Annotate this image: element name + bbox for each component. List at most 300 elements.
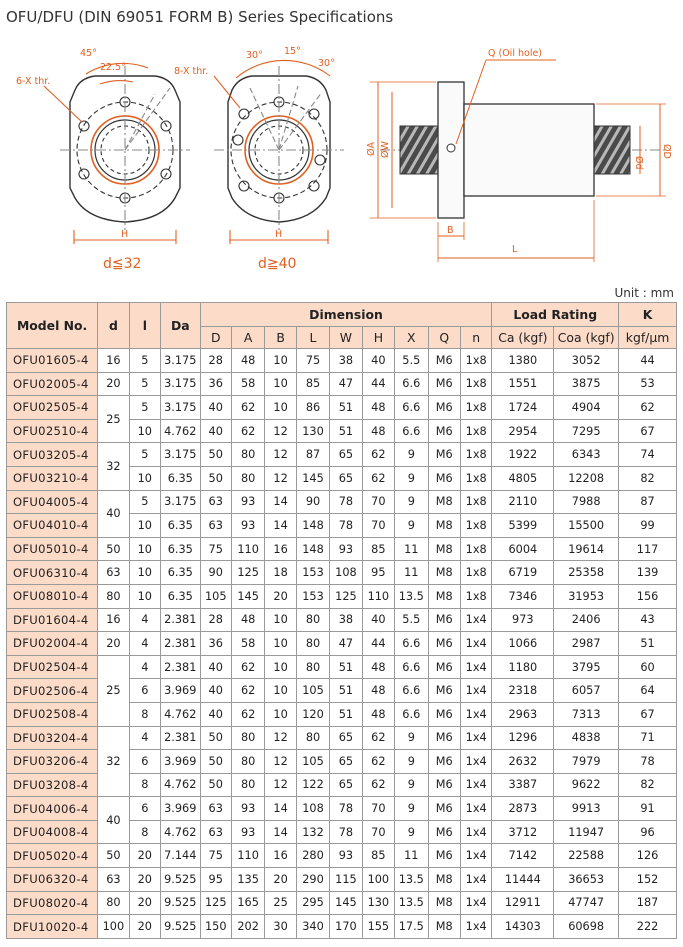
cell-h: 100 [362, 868, 394, 892]
cell-n: 1x4 [460, 915, 492, 939]
cell-n: 1x4 [460, 844, 492, 868]
cell-da: 3.175 [161, 443, 201, 467]
cell-x: 6.6 [395, 655, 428, 679]
cell-n: 1x8 [460, 466, 492, 490]
cell-l: 5 [129, 372, 160, 396]
cell-q: M6 [428, 632, 460, 656]
cell-l: 105 [296, 750, 329, 774]
cell-h: 48 [362, 702, 394, 726]
cell-b: 10 [265, 372, 296, 396]
cell-d: 50 [200, 750, 231, 774]
table-row [7, 868, 677, 892]
table-row [7, 608, 677, 632]
cell-k: 99 [619, 514, 677, 538]
cell-model: OFU03205-4 [7, 443, 98, 467]
cell-l: 4 [129, 655, 160, 679]
cell-l: 80 [296, 655, 329, 679]
middle-caption: d≧40 [258, 256, 297, 272]
cell-w: 65 [330, 750, 362, 774]
flange-front-view-8hole [214, 60, 344, 244]
cell-coa: 36653 [554, 868, 619, 892]
cell-coa: 7295 [554, 419, 619, 443]
cell-ca: 1180 [492, 655, 554, 679]
col-dim-D: D [200, 327, 231, 349]
table-row [7, 443, 677, 467]
cell-l: 4 [129, 632, 160, 656]
cell-l: 120 [296, 702, 329, 726]
table-row [7, 655, 677, 679]
cell-coa: 6057 [554, 679, 619, 703]
cell-coa: 2406 [554, 608, 619, 632]
cell-q: M6 [428, 750, 460, 774]
cell-coa: 9913 [554, 797, 619, 821]
cell-l: 10 [129, 466, 160, 490]
cell-coa: 4904 [554, 396, 619, 420]
table-row [7, 490, 677, 514]
left-angle-inner: 22.5° [100, 62, 126, 73]
cell-n: 1x4 [460, 773, 492, 797]
cell-coa: 2987 [554, 632, 619, 656]
cell-ca: 1724 [492, 396, 554, 420]
cell-x: 17.5 [395, 915, 428, 939]
table-row [7, 396, 677, 420]
cell-l: 6 [129, 679, 160, 703]
cell-a: 93 [231, 490, 264, 514]
cell-h: 48 [362, 679, 394, 703]
cell-a: 93 [231, 820, 264, 844]
cell-l: 85 [296, 372, 329, 396]
cell-ca: 2318 [492, 679, 554, 703]
cell-n: 1x8 [460, 584, 492, 608]
cell-d: 40 [98, 490, 129, 537]
cell-model: DFU10020-4 [7, 915, 98, 939]
cell-a: 58 [231, 632, 264, 656]
cell-l: 87 [296, 443, 329, 467]
cell-d: 36 [200, 632, 231, 656]
cell-b: 12 [265, 773, 296, 797]
cell-b: 10 [265, 396, 296, 420]
cell-a: 202 [231, 915, 264, 939]
cell-q: M8 [428, 915, 460, 939]
cell-l: 132 [296, 820, 329, 844]
col-d: d [98, 303, 129, 349]
cell-x: 9 [395, 443, 428, 467]
cell-coa: 22588 [554, 844, 619, 868]
cell-w: 65 [330, 443, 362, 467]
cell-b: 12 [265, 419, 296, 443]
cell-x: 11 [395, 561, 428, 585]
cell-h: 48 [362, 655, 394, 679]
cell-x: 5.5 [395, 608, 428, 632]
cell-model: DFU02004-4 [7, 632, 98, 656]
col-l: l [129, 303, 160, 349]
cell-b: 25 [265, 891, 296, 915]
cell-h: 110 [362, 584, 394, 608]
cell-q: M6 [428, 349, 460, 373]
cell-b: 12 [265, 443, 296, 467]
cell-n: 1x4 [460, 820, 492, 844]
cell-b: 16 [265, 537, 296, 561]
cell-d: 36 [200, 372, 231, 396]
cell-w: 108 [330, 561, 362, 585]
cell-da: 3.969 [161, 797, 201, 821]
spec-table [6, 302, 677, 939]
cell-d: 28 [200, 608, 231, 632]
middle-thread-label: 8-X thr. [174, 66, 209, 77]
cell-d: 50 [200, 726, 231, 750]
cell-b: 20 [265, 868, 296, 892]
cell-q: M8 [428, 537, 460, 561]
cell-model: DFU02508-4 [7, 702, 98, 726]
cell-l: 10 [129, 419, 160, 443]
cell-q: M6 [428, 466, 460, 490]
cell-a: 80 [231, 750, 264, 774]
cell-a: 80 [231, 466, 264, 490]
cell-n: 1x4 [460, 655, 492, 679]
cell-coa: 4838 [554, 726, 619, 750]
cell-l: 295 [296, 891, 329, 915]
cell-da: 3.175 [161, 490, 201, 514]
cell-da: 2.381 [161, 655, 201, 679]
cell-n: 1x4 [460, 891, 492, 915]
cell-model: DFU04008-4 [7, 820, 98, 844]
col-k: K [619, 303, 677, 327]
cell-w: 78 [330, 820, 362, 844]
cell-n: 1x4 [460, 608, 492, 632]
cell-q: M8 [428, 868, 460, 892]
cell-l: 20 [129, 915, 160, 939]
cell-w: 51 [330, 679, 362, 703]
cell-coa: 7979 [554, 750, 619, 774]
cell-model: OFU02510-4 [7, 419, 98, 443]
cell-a: 80 [231, 773, 264, 797]
cell-model: DFU02506-4 [7, 679, 98, 703]
cell-a: 48 [231, 608, 264, 632]
side-label-l: L [512, 244, 518, 255]
cell-n: 1x8 [460, 443, 492, 467]
cell-l: 153 [296, 584, 329, 608]
cell-b: 14 [265, 820, 296, 844]
table-row [7, 632, 677, 656]
cell-w: 65 [330, 466, 362, 490]
cell-l: 10 [129, 561, 160, 585]
cell-da: 6.35 [161, 584, 201, 608]
cell-w: 145 [330, 891, 362, 915]
cell-l: 148 [296, 537, 329, 561]
cell-w: 47 [330, 632, 362, 656]
cell-d: 32 [98, 726, 129, 797]
cell-h: 48 [362, 396, 394, 420]
cell-a: 62 [231, 702, 264, 726]
cell-d: 50 [200, 773, 231, 797]
cell-d: 125 [200, 891, 231, 915]
left-thread-label: 6-X thr. [16, 76, 51, 87]
col-dim-H: H [362, 327, 394, 349]
cell-h: 40 [362, 349, 394, 373]
cell-q: M8 [428, 514, 460, 538]
cell-x: 5.5 [395, 349, 428, 373]
cell-ca: 2110 [492, 490, 554, 514]
cell-h: 62 [362, 773, 394, 797]
cell-b: 18 [265, 561, 296, 585]
table-row [7, 797, 677, 821]
cell-d: 40 [200, 679, 231, 703]
cell-model: OFU02005-4 [7, 372, 98, 396]
cell-d: 40 [98, 797, 129, 844]
cell-a: 58 [231, 372, 264, 396]
cell-x: 13.5 [395, 868, 428, 892]
cell-da: 6.35 [161, 514, 201, 538]
cell-da: 6.35 [161, 466, 201, 490]
cell-a: 135 [231, 868, 264, 892]
cell-q: M6 [428, 702, 460, 726]
cell-k: 152 [619, 868, 677, 892]
cell-a: 62 [231, 419, 264, 443]
cell-da: 9.525 [161, 891, 201, 915]
cell-d: 63 [200, 820, 231, 844]
cell-k: 53 [619, 372, 677, 396]
cell-d: 63 [200, 797, 231, 821]
cell-x: 6.6 [395, 679, 428, 703]
cell-b: 10 [265, 608, 296, 632]
cell-h: 70 [362, 797, 394, 821]
cell-k: 156 [619, 584, 677, 608]
cell-h: 62 [362, 750, 394, 774]
cell-l: 75 [296, 349, 329, 373]
cell-coa: 15500 [554, 514, 619, 538]
col-group-dimension: Dimension [200, 303, 492, 327]
cell-l: 4 [129, 726, 160, 750]
cell-da: 9.525 [161, 915, 201, 939]
cell-n: 1x4 [460, 679, 492, 703]
cell-a: 110 [231, 844, 264, 868]
cell-b: 10 [265, 655, 296, 679]
cell-w: 38 [330, 608, 362, 632]
cell-coa: 31953 [554, 584, 619, 608]
cell-x: 9 [395, 750, 428, 774]
col-coa: Coa (kgf) [554, 327, 619, 349]
cell-ca: 5399 [492, 514, 554, 538]
cell-ca: 12911 [492, 891, 554, 915]
col-model: Model No. [7, 303, 98, 349]
cell-a: 93 [231, 797, 264, 821]
cell-d: 63 [200, 514, 231, 538]
cell-a: 165 [231, 891, 264, 915]
cell-x: 9 [395, 820, 428, 844]
cell-ca: 14303 [492, 915, 554, 939]
middle-angle-c: 30° [318, 58, 335, 69]
cell-l: 10 [129, 584, 160, 608]
cell-d: 20 [98, 632, 129, 656]
cell-b: 10 [265, 679, 296, 703]
col-k-unit: kgf/μm [619, 327, 677, 349]
cell-k: 71 [619, 726, 677, 750]
cell-a: 62 [231, 655, 264, 679]
cell-k: 67 [619, 702, 677, 726]
cell-b: 20 [265, 584, 296, 608]
cell-l: 10 [129, 514, 160, 538]
cell-q: M6 [428, 797, 460, 821]
cell-a: 145 [231, 584, 264, 608]
cell-da: 3.969 [161, 679, 201, 703]
cell-q: M6 [428, 844, 460, 868]
cell-da: 4.762 [161, 820, 201, 844]
page-title: OFU/DFU (DIN 69051 FORM B) Series Specifications [6, 8, 394, 26]
col-dim-X: X [395, 327, 428, 349]
cell-d: 90 [200, 561, 231, 585]
side-label-w: ØW [380, 141, 391, 158]
cell-q: M6 [428, 396, 460, 420]
cell-k: 43 [619, 608, 677, 632]
cell-d: 40 [200, 396, 231, 420]
cell-a: 125 [231, 561, 264, 585]
cell-d: 16 [98, 608, 129, 632]
left-caption: d≦32 [103, 256, 142, 272]
col-dim-B: B [265, 327, 296, 349]
cell-k: 187 [619, 891, 677, 915]
cell-k: 51 [619, 632, 677, 656]
cell-h: 70 [362, 490, 394, 514]
cell-x: 9 [395, 514, 428, 538]
cell-n: 1x8 [460, 372, 492, 396]
side-label-d: Ød [633, 156, 644, 170]
left-h-label: H [121, 229, 129, 240]
cell-coa: 3795 [554, 655, 619, 679]
cell-d: 105 [200, 584, 231, 608]
cell-n: 1x4 [460, 750, 492, 774]
cell-d: 50 [98, 537, 129, 561]
cell-q: M8 [428, 490, 460, 514]
cell-x: 11 [395, 537, 428, 561]
cell-l: 280 [296, 844, 329, 868]
cell-l: 340 [296, 915, 329, 939]
cell-ca: 6004 [492, 537, 554, 561]
cell-h: 70 [362, 820, 394, 844]
nut-side-view [370, 60, 668, 262]
cell-h: 62 [362, 466, 394, 490]
cell-q: M8 [428, 561, 460, 585]
cell-n: 1x8 [460, 396, 492, 420]
cell-q: M6 [428, 443, 460, 467]
side-label-dd: ØD [661, 144, 672, 159]
cell-l: 20 [129, 844, 160, 868]
cell-k: 62 [619, 396, 677, 420]
flange-front-view-6hole [44, 63, 190, 244]
cell-model: DFU03206-4 [7, 750, 98, 774]
cell-w: 38 [330, 349, 362, 373]
cell-d: 40 [200, 702, 231, 726]
cell-d: 63 [200, 490, 231, 514]
cell-l: 5 [129, 443, 160, 467]
col-dim-W: W [330, 327, 362, 349]
cell-model: OFU02505-4 [7, 396, 98, 420]
cell-coa: 9622 [554, 773, 619, 797]
cell-w: 51 [330, 396, 362, 420]
cell-ca: 1066 [492, 632, 554, 656]
cell-w: 93 [330, 537, 362, 561]
cell-b: 10 [265, 632, 296, 656]
cell-model: OFU03210-4 [7, 466, 98, 490]
cell-ca: 7346 [492, 584, 554, 608]
cell-d: 25 [98, 655, 129, 726]
cell-l: 6 [129, 797, 160, 821]
cell-da: 6.35 [161, 561, 201, 585]
cell-n: 1x4 [460, 797, 492, 821]
cell-ca: 3712 [492, 820, 554, 844]
cell-b: 14 [265, 490, 296, 514]
cell-a: 80 [231, 726, 264, 750]
cell-ca: 2963 [492, 702, 554, 726]
cell-ca: 2873 [492, 797, 554, 821]
col-ca: Ca (kgf) [492, 327, 554, 349]
cell-k: 96 [619, 820, 677, 844]
cell-da: 3.175 [161, 396, 201, 420]
table-row [7, 561, 677, 585]
cell-a: 110 [231, 537, 264, 561]
cell-d: 16 [98, 349, 129, 373]
table-body [7, 349, 677, 939]
table-row [7, 584, 677, 608]
cell-da: 7.144 [161, 844, 201, 868]
cell-k: 126 [619, 844, 677, 868]
cell-da: 4.762 [161, 419, 201, 443]
cell-l: 4 [129, 608, 160, 632]
cell-h: 130 [362, 891, 394, 915]
cell-l: 90 [296, 490, 329, 514]
cell-k: 74 [619, 443, 677, 467]
col-group-load-rating: Load Rating [492, 303, 619, 327]
cell-ca: 2632 [492, 750, 554, 774]
cell-w: 78 [330, 490, 362, 514]
table-row [7, 537, 677, 561]
cell-da: 2.381 [161, 726, 201, 750]
cell-b: 14 [265, 797, 296, 821]
cell-q: M6 [428, 608, 460, 632]
cell-coa: 7313 [554, 702, 619, 726]
cell-h: 44 [362, 632, 394, 656]
cell-x: 11 [395, 844, 428, 868]
col-da: Da [161, 303, 201, 349]
cell-h: 85 [362, 844, 394, 868]
cell-coa: 47747 [554, 891, 619, 915]
col-dim-n: n [460, 327, 492, 349]
cell-d: 50 [98, 844, 129, 868]
cell-w: 51 [330, 702, 362, 726]
cell-model: DFU03204-4 [7, 726, 98, 750]
cell-l: 80 [296, 632, 329, 656]
cell-n: 1x8 [460, 419, 492, 443]
cell-q: M6 [428, 726, 460, 750]
cell-a: 62 [231, 679, 264, 703]
cell-l: 122 [296, 773, 329, 797]
cell-l: 80 [296, 608, 329, 632]
cell-d: 80 [98, 584, 129, 608]
cell-k: 44 [619, 349, 677, 373]
cell-a: 93 [231, 514, 264, 538]
cell-model: OFU05010-4 [7, 537, 98, 561]
cell-d: 40 [200, 655, 231, 679]
cell-da: 3.175 [161, 349, 201, 373]
cell-x: 6.6 [395, 632, 428, 656]
cell-da: 9.525 [161, 868, 201, 892]
cell-b: 10 [265, 349, 296, 373]
cell-d: 150 [200, 915, 231, 939]
cell-a: 48 [231, 349, 264, 373]
cell-model: DFU05020-4 [7, 844, 98, 868]
cell-q: M6 [428, 820, 460, 844]
cell-model: OFU01605-4 [7, 349, 98, 373]
cell-h: 48 [362, 419, 394, 443]
